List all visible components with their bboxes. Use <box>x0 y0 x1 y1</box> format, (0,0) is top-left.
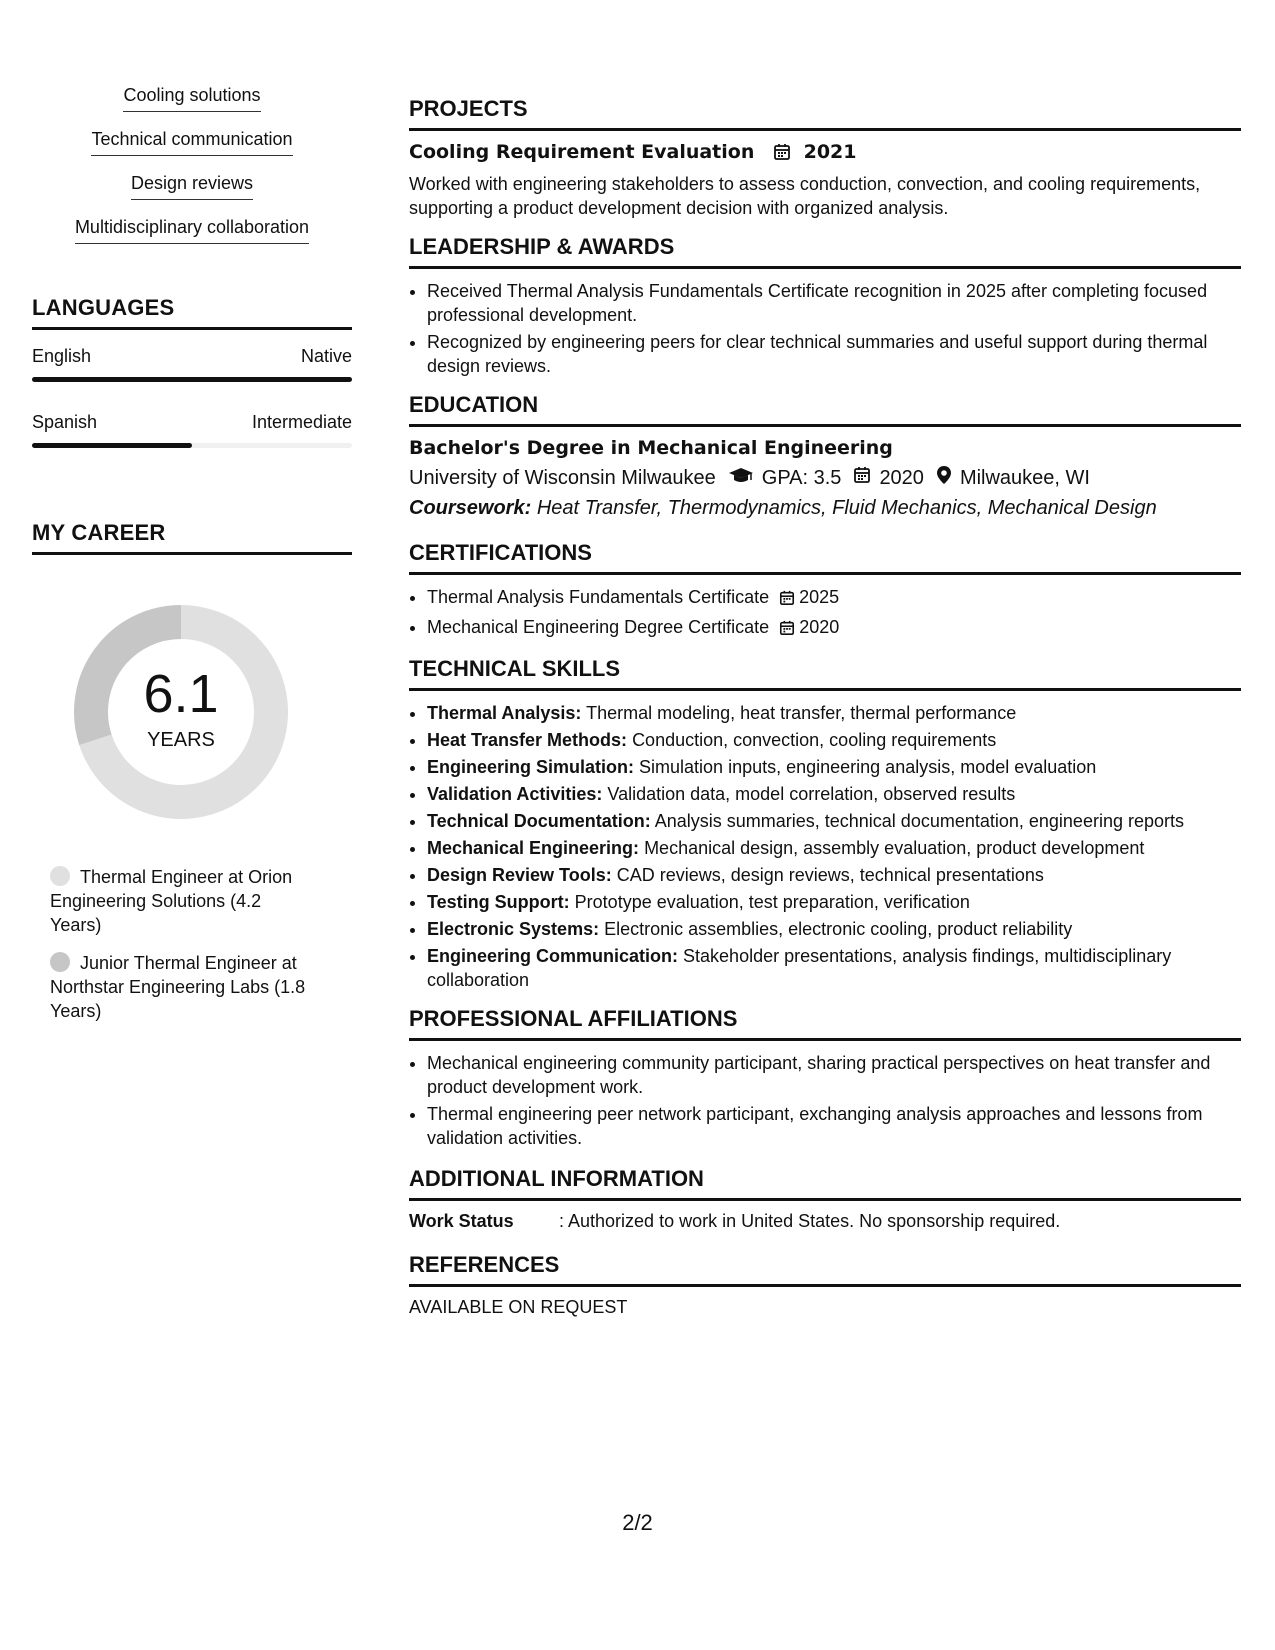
language-bar <box>32 377 352 382</box>
additional-info-heading: ADDITIONAL INFORMATION <box>409 1166 1241 1201</box>
skill-label: Engineering Communication: <box>427 946 679 966</box>
skill-text: Mechanical design, assembly evaluation, product development <box>644 838 1145 858</box>
skill-label: Mechanical Engineering: <box>427 838 640 858</box>
skill-text: Conduction, convection, cooling requirements <box>632 730 997 750</box>
projects-heading: PROJECTS <box>409 96 1241 131</box>
work-status-label: Work Status <box>409 1211 514 1231</box>
leadership-section <box>409 234 1241 378</box>
graduation-cap-icon <box>728 466 754 490</box>
leadership-heading: LEADERSHIP & AWARDS <box>409 234 1241 269</box>
languages-heading: LANGUAGES <box>32 295 352 330</box>
certifications-section <box>409 540 1241 642</box>
certification-name: Mechanical Engineering Degree Certificate <box>427 617 770 637</box>
left-column <box>32 85 352 1037</box>
references-text: AVAILABLE ON REQUEST <box>409 1297 628 1317</box>
technical-skill-item <box>427 809 1241 833</box>
coursework-list: Heat Transfer, Thermodynamics, Fluid Mechanics, Mechanical Design <box>536 497 1157 519</box>
language-item <box>32 412 352 448</box>
degree-title: Bachelor's Degree in Mechanical Engineering <box>409 437 893 459</box>
skill-text: Validation data, model correlation, observed results <box>607 784 1016 804</box>
education-details <box>409 465 1241 491</box>
certifications-heading: CERTIFICATIONS <box>409 540 1241 575</box>
skill-label: Design Review Tools: <box>427 865 612 885</box>
skill-text: CAD reviews, design reviews, technical presentations <box>616 865 1044 885</box>
calendar-icon <box>773 143 791 166</box>
project-year: 2021 <box>803 141 857 163</box>
language-bar-fill <box>32 377 352 382</box>
project-description: Worked with engineering stakeholders to assess conduction, convection, and cooling requirements, supporting a product development decision with organized analysis. <box>409 174 1201 218</box>
technical-skill-item <box>427 836 1241 860</box>
legend-dot <box>50 952 70 972</box>
career-item <box>50 951 315 1023</box>
references-section <box>409 1252 1241 1318</box>
career-item <box>50 865 315 937</box>
career-section <box>32 520 352 1023</box>
calendar-icon <box>853 466 871 490</box>
technical-skill-item <box>427 728 1241 752</box>
technical-skill-item <box>427 701 1241 725</box>
coursework-label: Coursework: <box>409 497 532 519</box>
skill-label: Testing Support: <box>427 892 570 912</box>
coursework <box>409 497 1241 520</box>
page-number: 2/2 <box>622 1510 653 1535</box>
skill-tag: Cooling solutions <box>123 85 260 112</box>
school-location: Milwaukee, WI <box>959 466 1090 489</box>
leadership-item: • Recognized by engineering peers for clear technical summaries and useful support during thermal design reviews. <box>427 330 1241 378</box>
skill-label: Validation Activities: <box>427 784 603 804</box>
right-column <box>409 96 1241 1328</box>
work-status-row <box>409 1211 1241 1232</box>
skill-label: Engineering Simulation: <box>427 757 635 777</box>
location-pin-icon <box>936 465 952 491</box>
leadership-item: • Received Thermal Analysis Fundamentals Certificate recognition in 2025 after completing focused professional development. <box>427 279 1241 327</box>
calendar-icon <box>779 588 795 612</box>
career-item-text: Thermal Engineer at Orion Engineering Solutions (4.2 Years) <box>50 867 293 935</box>
affiliation-item: • Thermal engineering peer network participant, exchanging analysis approaches and lessons from validation activities. <box>427 1102 1241 1150</box>
language-item <box>32 346 352 382</box>
additional-info-section <box>409 1166 1241 1232</box>
certification-year: 2025 <box>799 587 840 607</box>
project-title-row <box>409 141 1241 166</box>
skill-label: Heat Transfer Methods: <box>427 730 628 750</box>
calendar-icon <box>779 618 795 642</box>
skill-text: Simulation inputs, engineering analysis, model evaluation <box>639 757 1097 777</box>
technical-skills-heading: TECHNICAL SKILLS <box>409 656 1241 691</box>
technical-skills-section <box>409 656 1241 992</box>
graduation-year: 2020 <box>879 466 924 489</box>
language-bar-fill <box>32 443 192 448</box>
skill-label: Electronic Systems: <box>427 919 600 939</box>
languages-section <box>32 295 352 448</box>
certification-name: Thermal Analysis Fundamentals Certificate <box>427 587 770 607</box>
technical-skill-item <box>427 755 1241 779</box>
skill-tag: Design reviews <box>131 173 253 200</box>
skill-text: Analysis summaries, technical documentation, engineering reports <box>654 811 1184 831</box>
education-heading: EDUCATION <box>409 392 1241 427</box>
skill-tags <box>32 85 352 261</box>
gpa: GPA: 3.5 <box>761 466 842 489</box>
projects-section <box>409 96 1241 220</box>
skill-label: Technical Documentation: <box>427 811 651 831</box>
affiliations-section <box>409 1006 1241 1150</box>
project-title: Cooling Requirement Evaluation <box>409 141 755 163</box>
certification-item <box>427 585 1241 612</box>
technical-skill-item <box>427 917 1241 941</box>
skill-text: Thermal modeling, heat transfer, thermal performance <box>586 703 1017 723</box>
technical-skill-item <box>427 890 1241 914</box>
skill-text: Electronic assemblies, electronic cooling, product reliability <box>604 919 1073 939</box>
affiliations-heading: PROFESSIONAL AFFILIATIONS <box>409 1006 1241 1041</box>
language-level: Intermediate <box>251 412 352 432</box>
language-bar <box>32 443 352 448</box>
school-name: University of Wisconsin Milwaukee <box>409 466 716 489</box>
career-unit: YEARS <box>147 729 215 751</box>
skill-label: Thermal Analysis: <box>427 703 582 723</box>
work-status-value: : Authorized to work in United States. No sponsorship required. <box>559 1211 1061 1231</box>
skill-tag: Multidisciplinary collaboration <box>75 217 309 244</box>
references-heading: REFERENCES <box>409 1252 1241 1287</box>
language-name: English <box>32 346 92 366</box>
certification-item <box>427 615 1241 642</box>
language-name: Spanish <box>32 412 98 432</box>
education-section <box>409 392 1241 520</box>
skill-text: Stakeholder presentations, analysis findings, multidisciplinary collaboration <box>427 946 1172 990</box>
skill-text: Prototype evaluation, test preparation, verification <box>574 892 970 912</box>
career-donut-chart <box>66 597 296 827</box>
career-list <box>50 865 315 1023</box>
legend-dot <box>50 866 70 886</box>
language-level: Native <box>300 346 352 366</box>
career-item-text: Junior Thermal Engineer at Northstar Engineering Labs (1.8 Years) <box>50 953 306 1021</box>
technical-skill-item <box>427 863 1241 887</box>
affiliation-item: • Mechanical engineering community participant, sharing practical perspectives on heat transfer and product development work. <box>427 1051 1241 1099</box>
certification-year: 2020 <box>799 617 840 637</box>
technical-skill-item <box>427 944 1241 992</box>
career-heading: MY CAREER <box>32 520 352 555</box>
career-total-years: 6.1 <box>143 664 219 724</box>
skill-tag: Technical communication <box>91 129 292 156</box>
technical-skill-item <box>427 782 1241 806</box>
